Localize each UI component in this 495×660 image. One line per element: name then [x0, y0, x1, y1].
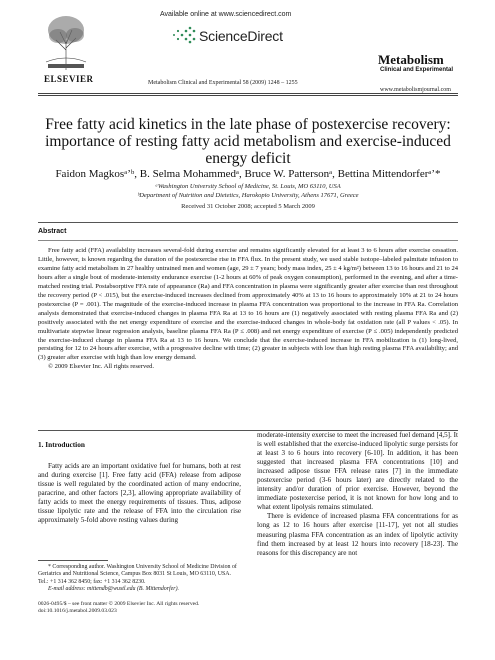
intro-paragraph-2: There is evidence of increased plasma FFA concentrations for as long as 12 to 16 hours after exercise [11-17], yet not all studies measuring plasma FFA concentration as an index of lipolytic activity find them increased by at least 12 hours into recovery [18-23]. The reasons for this discrepancy are not	[257, 512, 458, 557]
corresponding-author-footnote	[38, 564, 241, 593]
abstract-body	[38, 247, 458, 372]
sciencedirect-wordmark: ScienceDirect	[199, 28, 283, 44]
corresponding-author-text: * Corresponding author. Washington University School of Medicine Division of Geriatrics and Nutritional Science, Campus Box 8031 St Louis, MO 63110, USA. Tel.: +1 314 362 8450; fax: +1 314 362 8230.	[38, 564, 237, 585]
affiliation-b: ᵇDepartment of Nutrition and Dietetics, Harokopio University, Athens 17671, Greece	[137, 192, 359, 199]
abstract-top-rule	[38, 222, 458, 223]
footnote-rule	[38, 560, 108, 561]
header-rule-secondary	[38, 95, 458, 96]
header-rule	[38, 93, 458, 94]
abstract-heading-rule	[38, 240, 458, 241]
intro-left-column	[38, 462, 241, 525]
elsevier-wordmark: ELSEVIER	[44, 74, 94, 84]
email-address-text: E-mail address: mittendb@wustl.edu (B. Mittendorfer).	[48, 585, 180, 592]
affiliation-a: ᵃWashington University School of Medicine, St. Louis, MO 63110, USA	[155, 183, 341, 190]
abstract-copyright: © 2009 Elsevier Inc. All rights reserved.	[48, 363, 155, 371]
elsevier-tree-logo-icon	[40, 10, 92, 72]
journal-subtitle: Clinical and Experimental	[380, 67, 454, 73]
journal-title: Metabolism	[378, 52, 444, 67]
abstract-text: Free fatty acid (FFA) availability increases several-fold during exercise and remains significantly elevated for at least 3 to 6 hours after exercise cessation. Little, however, is known regarding the duration of the postexercise rise in FFA flux. In the present study, we used stable isotope–labeled palmitate infusion to examine fatty acid metabolism in 27 healthy untrained men and women (age, 29 ± 7 years; body mass index, 25 ± 4 kg/m²) between 13 to 16 hours and 21 to 24 hours after a single bout of moderate-intensity endurance exercise (1-2 hours at 60% of peak oxygen consumption), performed in the evening, and after a time-matched resting trial. Postabsorptive FFA rate of appearance (Ra) and FFA concentration in plasma were significantly greater after exercise than rest throughout the recovery period (P < .015), but the exercise-induced increases declined from approximately 40% at 13 to 16 hours to approximately 10% at 21 to 24 hours postexercise (P = .001). The magnitude of the exercise-induced increase in plasma FFA concentration was proportional to the increase in FFA Ra. Correlation analysis demonstrated that exercise-induced changes in plasma FFA Ra at 13 to 16 hours are (1) negatively associated with resting plasma FFA Ra and (2) positively associated with the net energy expenditure of exercise and the exercise-induced changes in whole-body fat oxidation rate (all P values < .05). In multivariate stepwise linear regression analysis, baseline plasma FFA Ra (P ≤ .008) and net energy expenditure of exercise (P ≤ .005) independently predicted the exercise-induced change in plasma FFA Ra at 13 to 16 hours. We conclude that the exercise-induced increase in FFA mobilization is (1) long-lived, persisting for 12 to 24 hours after exercise, with a progressive decline with time; (2) greater in subjects with low than high resting plasma FFA availability; and (3) greater after exercise with high than low energy demand.	[38, 247, 458, 362]
received-dates: Received 31 October 2008; accepted 5 March 2009	[181, 203, 315, 210]
author-list: Faidon Magkosᵃʼᵇ, B. Selma Mohammedᵃ, Bruce W. Pattersonᵃ, Bettina Mittendorferᵃʼ*	[55, 168, 441, 180]
journal-url-link[interactable]: www.metabolismjournal.com	[380, 87, 451, 93]
article-title: Free fatty acid kinetics in the late phase of postexercise recovery: importance of resting fatty acid metabolism and exercise-induced energy deficit	[45, 116, 451, 167]
intro-right-column	[257, 431, 458, 558]
doi-link[interactable]: doi:10.1016/j.metabol.2009.03.023	[38, 608, 117, 614]
section-heading-introduction: 1. Introduction	[38, 440, 85, 449]
online-availability-text: Available online at www.sciencedirect.com	[160, 11, 292, 18]
article-front-matter	[38, 601, 241, 615]
intro-paragraph-1: Fatty acids are an important oxidative fuel for humans, both at rest and during exercise [1]. Free fatty acid (FFA) release from adipose tissue is well regulated by the coordinated action of many endocrine, paracrine, and other factors [2,3], allowing appropriate availability of fatty acids to meet the energy requirements of tissues. Thus, adipose tissue lipolytic rate and the release of FFA into the circulation rise approximately 5-fold above resting values during	[38, 462, 241, 525]
abstract-heading: Abstract	[38, 228, 67, 235]
journal-citation: Metabolism Clinical and Experimental 58 (2009) 1248 – 1255	[148, 80, 298, 86]
issn-text: 0026-0495/$ – see front matter © 2009 Elsevier Inc. All rights reserved.	[38, 601, 200, 607]
intro-paragraph-1-continued: moderate-intensity exercise to meet the increased fuel demand [4,5]. It is well established that the exercise-induced lipolytic surge persists for at least 3 to 6 hours into recovery [6-10]. In addition, it has been suggested that increased plasma FFA concentrations [10] and increased adipose tissue FFA release rates [7] in the immediate postexercise period (3-6 hours later) are directly related to the intensity and/or duration of prior exercise. However, beyond the immediate postexercise period, it is not known for how long and to what extent lipolysis remains stimulated.	[257, 431, 458, 512]
